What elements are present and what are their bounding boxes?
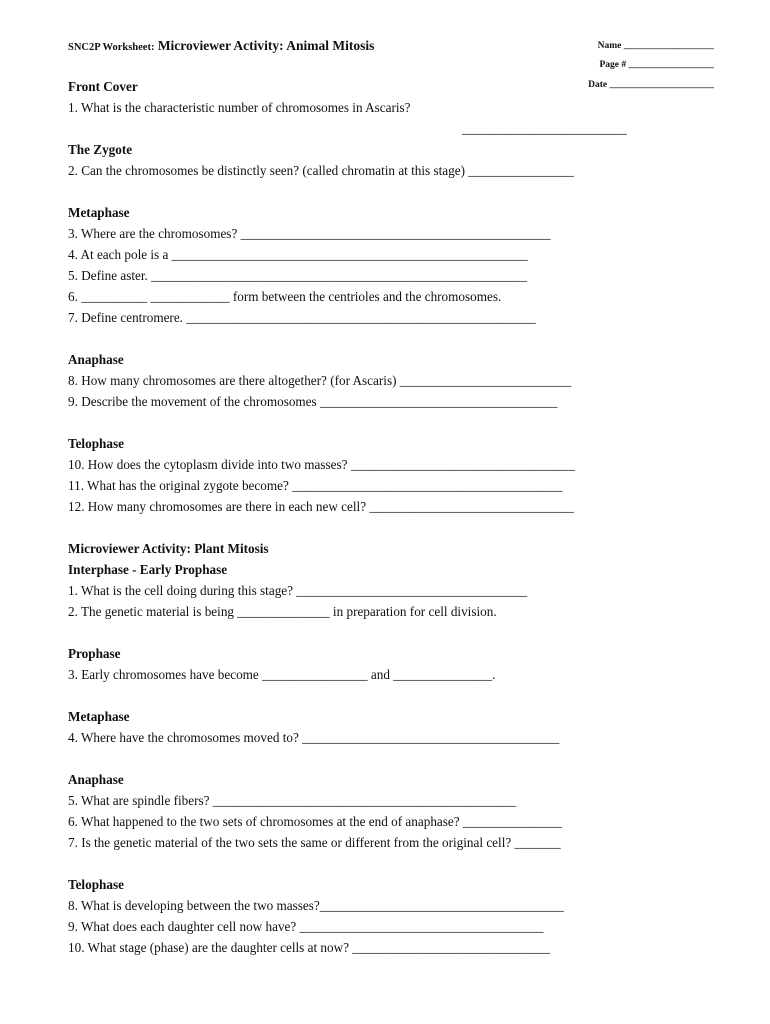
question-9: 9. Describe the movement of the chromosomes ____________________________________ bbox=[68, 394, 558, 409]
question-2: 2. Can the chromosomes be distinctly seen? (called chromatin at this stage) ________________ bbox=[68, 163, 574, 178]
section-heading-interphase: Interphase - Early Prophase bbox=[68, 562, 228, 577]
question-6: 6. __________ ____________ form between the centrioles and the chromosomes. bbox=[68, 289, 502, 304]
question-1: 1. What is the characteristic number of chromosomes in Ascaris? bbox=[68, 100, 411, 115]
section-heading-prophase: Prophase bbox=[68, 646, 121, 661]
question-4: 4. At each pole is a ______________________________________________________ bbox=[68, 247, 528, 262]
section-heading-anaphase: Anaphase bbox=[68, 352, 124, 367]
plant-question-3: 3. Early chromosomes have become ________________ and _______________. bbox=[68, 667, 496, 682]
page-field[interactable]: Page # __________________ bbox=[599, 60, 714, 70]
question-12: 12. How many chromosomes are there in each new cell? _______________________________ bbox=[68, 499, 574, 514]
plant-question-7: 7. Is the genetic material of the two sets the same or different from the original cell? _______ bbox=[68, 835, 561, 850]
question-3: 3. Where are the chromosomes? _______________________________________________ bbox=[68, 226, 551, 241]
section-heading-plant-metaphase: Metaphase bbox=[68, 709, 130, 724]
plant-question-10: 10. What stage (phase) are the daughter cells at now? ______________________________ bbox=[68, 940, 551, 955]
section-heading-plant-anaphase: Anaphase bbox=[68, 772, 124, 787]
plant-question-5: 5. What are spindle fibers? ______________________________________________ bbox=[68, 793, 517, 808]
worksheet-label: SNC2P Worksheet: bbox=[68, 42, 155, 53]
worksheet-title bbox=[68, 38, 374, 54]
section-heading-plant-telophase: Telophase bbox=[68, 877, 124, 892]
plant-question-9: 9. What does each daughter cell now have? _____________________________________ bbox=[68, 919, 544, 934]
worksheet-content bbox=[68, 76, 708, 958]
question-10: 10. How does the cytoplasm divide into two masses? __________________________________ bbox=[68, 457, 575, 472]
date-field[interactable]: Date ______________________ bbox=[588, 80, 714, 90]
section-heading-front-cover: Front Cover bbox=[68, 79, 138, 94]
question-8: 8. How many chromosomes are there altogether? (for Ascaris) __________________________ bbox=[68, 373, 572, 388]
plant-question-6: 6. What happened to the two sets of chromosomes at the end of anaphase? _______________ bbox=[68, 814, 562, 829]
section-heading-zygote: The Zygote bbox=[68, 142, 133, 157]
section-heading-metaphase: Metaphase bbox=[68, 205, 130, 220]
question-7: 7. Define centromere. _____________________________________________________ bbox=[68, 310, 536, 325]
name-field[interactable]: Name ___________________ bbox=[597, 41, 714, 51]
plant-question-2: 2. The genetic material is being ______________ in preparation for cell division. bbox=[68, 604, 497, 619]
answer-blank-1[interactable]: _________________________ bbox=[462, 121, 627, 136]
section-heading-telophase: Telophase bbox=[68, 436, 124, 451]
plant-mitosis-title: Microviewer Activity: Plant Mitosis bbox=[68, 541, 269, 556]
plant-question-4: 4. Where have the chromosomes moved to? _______________________________________ bbox=[68, 730, 560, 745]
plant-question-8: 8. What is developing between the two masses?_____________________________________ bbox=[68, 898, 564, 913]
question-11: 11. What has the original zygote become? _________________________________________ bbox=[68, 478, 563, 493]
question-5: 5. Define aster. _________________________________________________________ bbox=[68, 268, 527, 283]
plant-question-1: 1. What is the cell doing during this stage? ___________________________________ bbox=[68, 583, 528, 598]
worksheet-main-title: Microviewer Activity: Animal Mitosis bbox=[157, 38, 375, 53]
